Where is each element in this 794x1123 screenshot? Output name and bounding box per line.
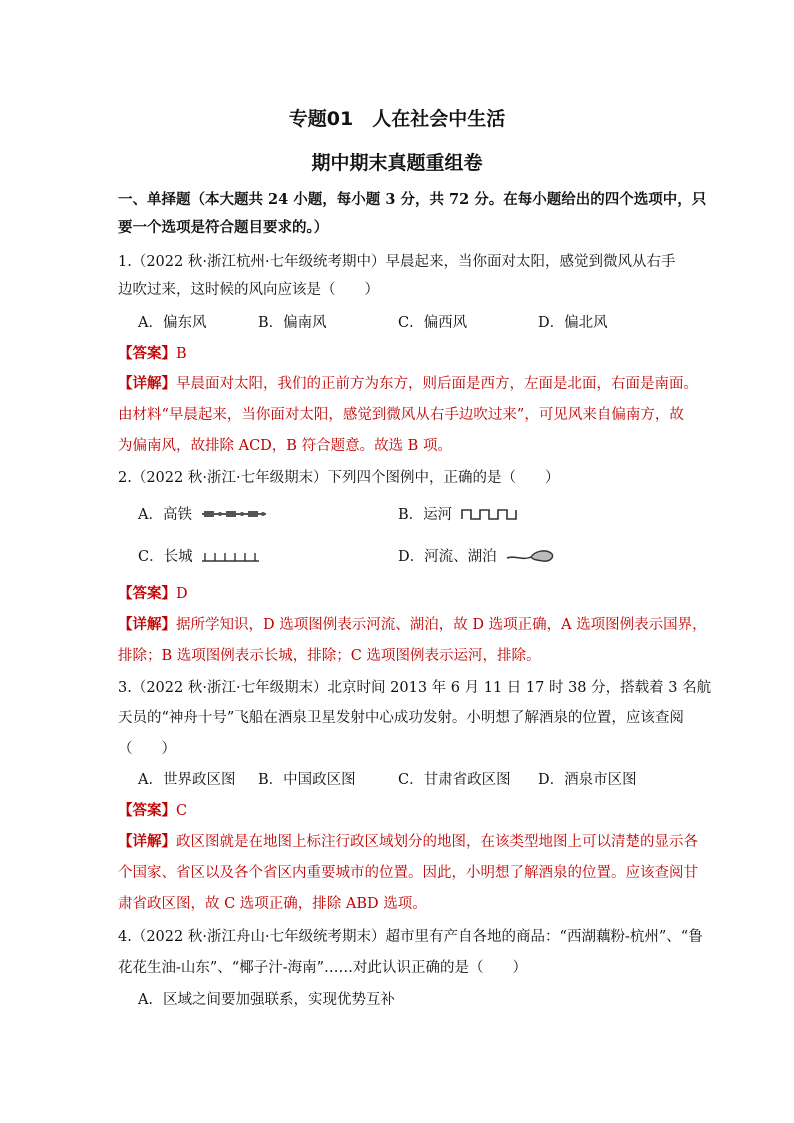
q1-detail-line2: 由材料“早晨起来，当你面对太阳，感觉到微风从右手边吹过来”，可见风来自偏南方，故 — [118, 407, 684, 423]
answer-tag: 【答案】 — [118, 802, 176, 819]
q2-answer-value: D — [176, 586, 188, 602]
q3-answer-value: C — [176, 803, 188, 819]
q1-stem-line2: 边吹过来，这时候的风向应该是（ ） — [118, 282, 379, 298]
page-subtitle: 期中期末真题重组卷 — [311, 152, 483, 174]
q3-option-b: B．中国政区图 — [258, 772, 356, 788]
q3-answer — [118, 799, 187, 820]
q3-stem-line3: （ ） — [118, 741, 176, 757]
q3-stem-line2: 天员的“神舟十号”飞船在酒泉卫星发射中心成功发射。小明想了解酒泉的位置，应该查阅 — [118, 710, 684, 726]
q1-answer — [118, 342, 187, 363]
answer-tag: 【答案】 — [118, 585, 176, 602]
detail-tag: 【详解】 — [118, 375, 176, 392]
q4-stem-line1: 4.（2022 秋·浙江舟山·七年级统考期末）超市里有产自各地的商品：“西湖藕粉-杭州”、“鲁 — [118, 929, 703, 945]
river-lake-legend-icon — [505, 547, 557, 565]
q3-detail-text1: 政区图就是在地图上标注行政区域划分的地图，在该类型地图上可以清楚的显示各 — [176, 834, 698, 850]
high-speed-rail-legend-icon — [200, 508, 268, 520]
q3-option-c: C．甘肃省政区图 — [398, 772, 511, 788]
q2-stem-line1: 2.（2022 秋·浙江·七年级期末）下列四个图例中，正确的是（ ） — [118, 470, 560, 486]
q3-option-d: D．酒泉市区图 — [538, 772, 637, 788]
q2-detail-text1: 据所学知识，D 选项图例表示河流、湖泊，故 D 选项正确，A 选项图例表示国界， — [176, 617, 707, 633]
q3-stem-line1: 3.（2022 秋·浙江·七年级期末）北京时间 2013 年 6 月 11 日 17 时 38 分，搭载着 3 名航 — [118, 680, 712, 696]
q2-option-d-label: D．河流、湖泊 — [398, 549, 497, 565]
q1-option-b: B．偏南风 — [258, 315, 327, 331]
great-wall-legend-icon — [201, 549, 261, 563]
q4-stem-line2: 花花生油-山东”、“椰子汁-海南”……对此认识正确的是（ ） — [118, 960, 528, 976]
q2-detail-line2: 排除；B 选项图例表示长城，排除；C 选项图例表示运河，排除。 — [118, 648, 541, 664]
canal-legend-icon — [460, 507, 520, 521]
q3-detail-line3: 肃省政区图，故 C 选项正确，排除 ABD 选项。 — [118, 896, 427, 912]
section-heading-line1: 一、单择题（本大题共 24 小题，每小题 3 分，共 72 分。在每小题给出的四个选项中，只 — [118, 191, 707, 208]
q2-option-b — [398, 503, 520, 524]
q1-option-d: D．偏北风 — [538, 315, 608, 331]
answer-tag: 【答案】 — [118, 345, 176, 362]
q2-option-c-label: C．长城 — [138, 549, 193, 565]
q2-option-a-label: A．高铁 — [138, 507, 192, 523]
detail-tag: 【详解】 — [118, 616, 176, 633]
detail-tag: 【详解】 — [118, 833, 176, 850]
section-heading-line2: 要一个选项是符合题目要求的。） — [118, 219, 329, 236]
q1-detail-line3: 为偏南风，故排除 ACD，B 符合题意。故选 B 项。 — [118, 438, 452, 454]
q2-option-d — [398, 545, 557, 566]
q3-detail-line1 — [118, 830, 698, 851]
q1-detail-line1 — [118, 372, 698, 393]
q1-answer-value: B — [176, 346, 187, 362]
q2-option-b-label: B．运河 — [398, 507, 453, 523]
q1-detail-text1: 早晨面对太阳，我们的正前方为东方，则后面是西方，左面是北面，右面是南面。 — [176, 376, 698, 392]
q4-option-a: A．区域之间要加强联系，实现优势互补 — [138, 992, 395, 1008]
q2-option-a — [138, 503, 268, 524]
q2-answer — [118, 582, 188, 603]
q2-detail-line1 — [118, 613, 707, 634]
q1-option-a: A．偏东风 — [138, 315, 207, 331]
q3-detail-line2: 个国家、省区以及各个省区内重要城市的位置。因此，小明想了解酒泉的位置。应该查阅甘 — [118, 865, 698, 881]
page-title: 专题01 人在社会中生活 — [288, 108, 506, 130]
q1-option-c: C．偏西风 — [398, 315, 468, 331]
q1-stem-line1: 1.（2022 秋·浙江杭州·七年级统考期中）早晨起来，当你面对太阳，感觉到微风从右手 — [118, 254, 676, 270]
q3-option-a: A．世界政区图 — [138, 772, 236, 788]
q2-option-c — [138, 545, 261, 566]
